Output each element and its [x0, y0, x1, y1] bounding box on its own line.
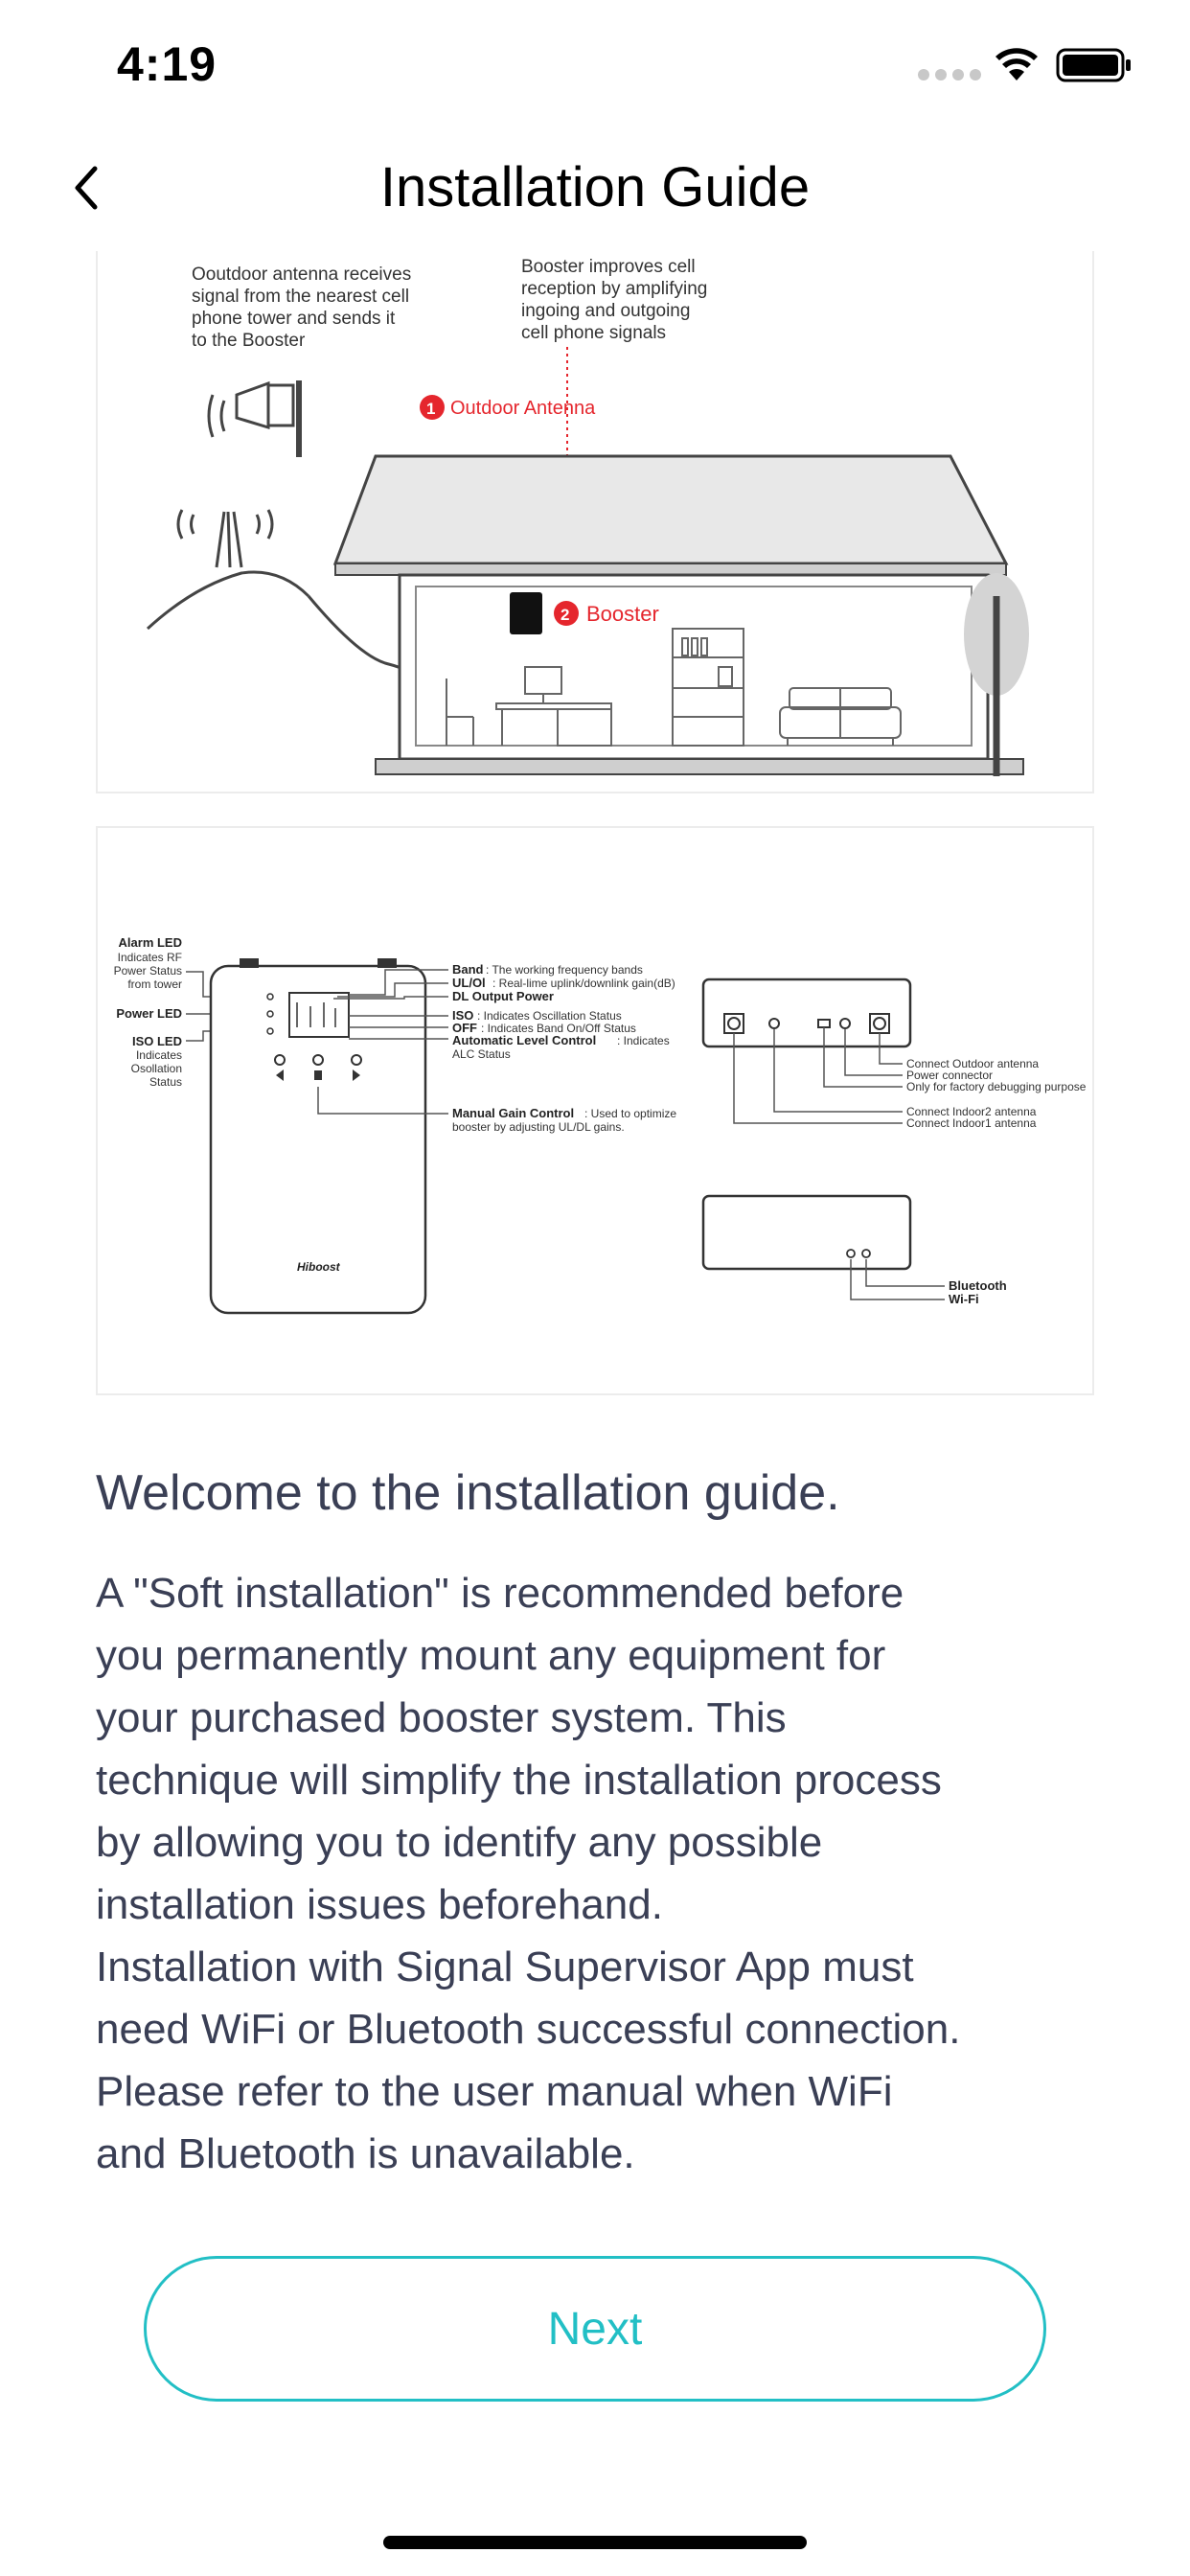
power-connector-label: Power connector: [906, 1069, 994, 1082]
iso-label: ISO: [452, 1008, 474, 1023]
bluetooth-label: Bluetooth: [949, 1278, 1007, 1293]
alarm-led-desc-3: from tower: [127, 978, 182, 991]
off-desc: : Indicates Band On/Off Status: [481, 1022, 636, 1035]
outdoor-antenna-label: Outdoor Antenna: [450, 398, 596, 419]
brand-logo: Hiboost: [297, 1260, 340, 1274]
booster-caption-line-4: cell phone signals: [521, 323, 667, 343]
booster-caption-line-3: ingoing and outgoing: [521, 301, 691, 321]
connect-indoor2-label: Connect Indoor2 antenna: [906, 1105, 1037, 1118]
wifi-icon: [993, 46, 1041, 82]
alc-desc-2: ALC Status: [452, 1047, 511, 1061]
alarm-led-desc-2: Power Status: [113, 964, 182, 978]
iso-led-desc-1: Indicates: [135, 1048, 182, 1062]
booster-device-icon: [510, 592, 542, 634]
alarm-led-desc-1: Indicates RF: [117, 951, 182, 964]
outdoor-caption-line-4: to the Booster: [192, 331, 306, 351]
power-led-title: Power LED: [116, 1006, 182, 1021]
booster-caption-line-2: reception by amplifying: [521, 279, 708, 299]
outdoor-caption-line-3: phone tower and sends it: [192, 309, 396, 329]
outdoor-caption-line-1: Ooutdoor antenna receives: [192, 264, 412, 285]
off-label: OFF: [452, 1021, 477, 1035]
marker-2-number: 2: [561, 606, 570, 624]
outdoor-caption-line-2: signal from the nearest cell: [192, 287, 410, 307]
dl-output-label: DL Output Power: [452, 989, 554, 1003]
status-time: 4:19: [117, 37, 217, 91]
marker-1-number: 1: [426, 400, 436, 418]
band-desc: : The working frequency bands: [486, 963, 643, 977]
page-title: Installation Guide: [379, 156, 811, 218]
status-bar: [0, 0, 1190, 134]
booster-panel-diagram: [96, 826, 1094, 1395]
welcome-title: Welcome to the installation guide.: [96, 1465, 840, 1521]
ul-dl-label: UL/Ol: [452, 976, 486, 990]
nav-bar: [0, 144, 1190, 232]
booster-caption-line-1: Booster improves cell: [521, 257, 696, 277]
alarm-led-title: Alarm LED: [118, 935, 182, 950]
booster-label: Booster: [586, 602, 659, 626]
home-indicator: [383, 2536, 807, 2549]
iso-desc: : Indicates Oscillation Status: [477, 1009, 622, 1023]
mgc-label: Manual Gain Control: [452, 1106, 575, 1120]
alc-label: Automatic Level Control: [452, 1033, 597, 1047]
wifi-label: Wi-Fi: [949, 1292, 979, 1306]
iso-led-desc-2: Osollation: [130, 1062, 182, 1075]
alc-desc: : Indicates: [617, 1034, 670, 1047]
connect-outdoor-label: Connect Outdoor antenna: [906, 1057, 1040, 1070]
cell-tower-icon: [178, 510, 272, 567]
connect-indoor1-label: Connect Indoor1 antenna: [906, 1116, 1037, 1130]
outdoor-antenna-icon: [209, 380, 299, 457]
mgc-desc-2: booster by adjusting UL/DL gains.: [452, 1120, 625, 1134]
next-button[interactable]: Next: [144, 2256, 1046, 2402]
installation-diagram: [96, 251, 1094, 794]
ul-dl-desc: : Real-lime uplink/downlink gain(dB): [492, 977, 675, 990]
battery-icon: [1056, 48, 1133, 82]
iso-led-desc-3: Status: [149, 1075, 182, 1089]
iso-led-title: ISO LED: [131, 1034, 182, 1048]
cellular-signal-icon: [918, 69, 981, 80]
factory-debug-label: Only for factory debugging purpose: [906, 1080, 1087, 1093]
band-label: Band: [452, 962, 484, 977]
mgc-desc: : Used to optimize: [584, 1107, 677, 1120]
description-text: A "Soft installation" is recommended before you permanently mount any equipment for your purchased booster system. This technique will simplify the installation process by allowing you to identify any possible installation issues beforehand. Installation with Signal Supervisor App must need WiFi or Bluetooth successful connection. Please refer to the user manual when WiFi and Bluetooth is unavailable.: [96, 1570, 961, 2177]
